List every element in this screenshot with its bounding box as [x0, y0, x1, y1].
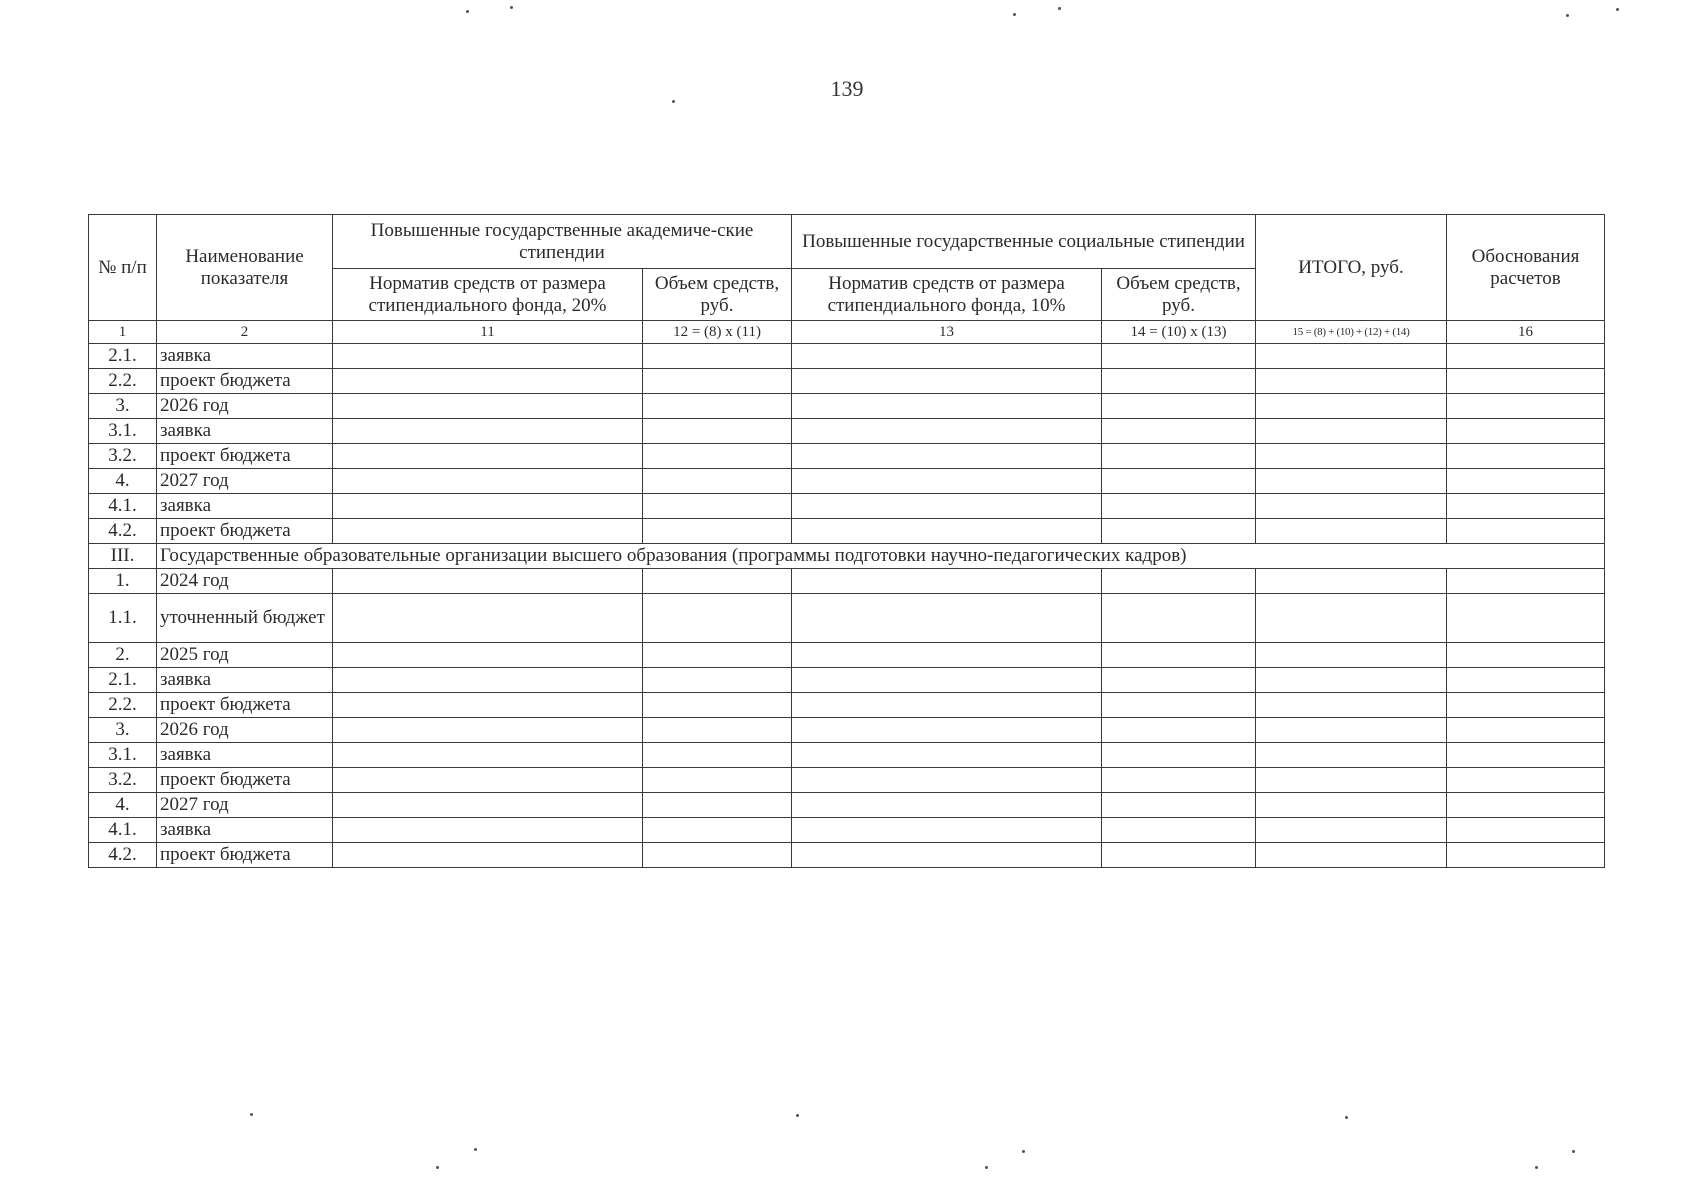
empty-cell: [1102, 419, 1256, 444]
scan-speck: [1535, 1166, 1538, 1169]
row-number: 2.2.: [89, 693, 157, 718]
empty-cell: [1102, 693, 1256, 718]
scan-speck: [250, 1113, 253, 1116]
column-number: 12 = (8) x (11): [643, 321, 792, 344]
row-indicator-name: заявка: [157, 494, 333, 519]
empty-cell: [333, 743, 643, 768]
empty-cell: [643, 843, 792, 868]
empty-cell: [643, 419, 792, 444]
empty-cell: [1256, 394, 1447, 419]
table-row: [89, 444, 1605, 469]
empty-cell: [1102, 519, 1256, 544]
scan-speck: [1616, 8, 1619, 11]
section-number: III.: [89, 544, 157, 569]
empty-cell: [792, 594, 1102, 643]
empty-cell: [1447, 818, 1605, 843]
empty-cell: [1102, 394, 1256, 419]
table-row: [89, 469, 1605, 494]
empty-cell: [1102, 718, 1256, 743]
row-indicator-name: проект бюджета: [157, 693, 333, 718]
table-row: [89, 693, 1605, 718]
row-number: 4.: [89, 469, 157, 494]
header-academic-volume: Объем средств, руб.: [643, 269, 792, 321]
row-number: 4.2.: [89, 519, 157, 544]
header-academic-stipends: Повышенные государственные академиче-ские стипендии: [333, 215, 792, 269]
section-title: Государственные образовательные организации высшего образования (программы подготовки научно-педагогических кадров): [157, 544, 1605, 569]
empty-cell: [792, 394, 1102, 419]
empty-cell: [792, 818, 1102, 843]
empty-cell: [643, 494, 792, 519]
table-row: [89, 668, 1605, 693]
empty-cell: [333, 668, 643, 693]
empty-cell: [643, 444, 792, 469]
row-number: 3.: [89, 718, 157, 743]
empty-cell: [792, 419, 1102, 444]
empty-cell: [333, 594, 643, 643]
empty-cell: [1447, 569, 1605, 594]
empty-cell: [333, 843, 643, 868]
column-number: 16: [1447, 321, 1605, 344]
row-indicator-name: 2027 год: [157, 793, 333, 818]
empty-cell: [1447, 369, 1605, 394]
scan-speck: [1572, 1150, 1575, 1153]
empty-cell: [1256, 668, 1447, 693]
empty-cell: [1102, 843, 1256, 868]
empty-cell: [792, 768, 1102, 793]
rows-before-section: [89, 344, 1605, 544]
empty-cell: [1102, 668, 1256, 693]
section-block: [89, 544, 1605, 569]
empty-cell: [1102, 768, 1256, 793]
scan-speck: [1013, 13, 1016, 16]
row-indicator-name: заявка: [157, 743, 333, 768]
column-number: 1: [89, 321, 157, 344]
column-number: 15 = (8) + (10) + (12) + (14): [1256, 321, 1447, 344]
empty-cell: [1256, 718, 1447, 743]
table-row: [89, 818, 1605, 843]
empty-cell: [792, 743, 1102, 768]
empty-cell: [333, 344, 643, 369]
empty-cell: [1447, 469, 1605, 494]
empty-cell: [1447, 494, 1605, 519]
empty-cell: [792, 469, 1102, 494]
header-name: Наименование показателя: [157, 215, 333, 321]
empty-cell: [1102, 469, 1256, 494]
empty-cell: [333, 369, 643, 394]
column-number: 14 = (10) x (13): [1102, 321, 1256, 344]
empty-cell: [643, 643, 792, 668]
empty-cell: [333, 469, 643, 494]
empty-cell: [643, 668, 792, 693]
column-number: 11: [333, 321, 643, 344]
table-row: [89, 718, 1605, 743]
empty-cell: [1102, 444, 1256, 469]
row-number: 3.1.: [89, 743, 157, 768]
table-row: [89, 394, 1605, 419]
empty-cell: [333, 444, 643, 469]
empty-cell: [1447, 643, 1605, 668]
row-indicator-name: проект бюджета: [157, 369, 333, 394]
row-number: 2.1.: [89, 668, 157, 693]
empty-cell: [643, 768, 792, 793]
empty-cell: [1447, 394, 1605, 419]
empty-cell: [1102, 743, 1256, 768]
empty-cell: [333, 569, 643, 594]
empty-cell: [1256, 793, 1447, 818]
row-indicator-name: заявка: [157, 818, 333, 843]
empty-cell: [1102, 793, 1256, 818]
scan-speck: [510, 6, 513, 9]
empty-cell: [792, 693, 1102, 718]
row-number: 4.: [89, 793, 157, 818]
empty-cell: [643, 594, 792, 643]
header-academic-norm: Норматив средств от размера стипендиального фонда, 20%: [333, 269, 643, 321]
row-indicator-name: заявка: [157, 668, 333, 693]
empty-cell: [1102, 643, 1256, 668]
header-justification: Обоснования расчетов: [1447, 215, 1605, 321]
row-indicator-name: проект бюджета: [157, 768, 333, 793]
header-social-norm: Норматив средств от размера стипендиального фонда, 10%: [792, 269, 1102, 321]
empty-cell: [643, 519, 792, 544]
table-row: [89, 369, 1605, 394]
empty-cell: [643, 569, 792, 594]
empty-cell: [792, 843, 1102, 868]
empty-cell: [1102, 569, 1256, 594]
empty-cell: [1256, 743, 1447, 768]
row-number: 4.1.: [89, 494, 157, 519]
table-row: [89, 793, 1605, 818]
empty-cell: [1447, 519, 1605, 544]
empty-cell: [1447, 718, 1605, 743]
empty-cell: [333, 394, 643, 419]
empty-cell: [333, 519, 643, 544]
empty-cell: [1256, 494, 1447, 519]
empty-cell: [792, 444, 1102, 469]
row-indicator-name: проект бюджета: [157, 444, 333, 469]
empty-cell: [333, 494, 643, 519]
empty-cell: [333, 793, 643, 818]
table-row: [89, 494, 1605, 519]
table-row: [89, 569, 1605, 594]
empty-cell: [643, 793, 792, 818]
table-row: [89, 768, 1605, 793]
empty-cell: [1447, 793, 1605, 818]
empty-cell: [1102, 818, 1256, 843]
empty-cell: [1447, 693, 1605, 718]
empty-cell: [643, 394, 792, 419]
empty-cell: [1447, 743, 1605, 768]
empty-cell: [1256, 469, 1447, 494]
row-number: 3.2.: [89, 768, 157, 793]
scan-speck: [474, 1148, 477, 1151]
empty-cell: [1447, 344, 1605, 369]
row-indicator-name: проект бюджета: [157, 519, 333, 544]
empty-cell: [1256, 519, 1447, 544]
empty-cell: [1256, 768, 1447, 793]
empty-cell: [1447, 594, 1605, 643]
empty-cell: [792, 569, 1102, 594]
empty-cell: [643, 818, 792, 843]
header-social-volume: Объем средств, руб.: [1102, 269, 1256, 321]
scan-speck: [1345, 1116, 1348, 1119]
row-indicator-name: 2026 год: [157, 394, 333, 419]
row-number: 4.2.: [89, 843, 157, 868]
row-number: 3.: [89, 394, 157, 419]
row-indicator-name: 2024 год: [157, 569, 333, 594]
empty-cell: [1256, 419, 1447, 444]
scan-speck: [1022, 1150, 1025, 1153]
empty-cell: [792, 643, 1102, 668]
empty-cell: [1256, 693, 1447, 718]
empty-cell: [1447, 419, 1605, 444]
empty-cell: [333, 718, 643, 743]
table-row: [89, 519, 1605, 544]
budget-table: [88, 214, 1605, 868]
column-number: 13: [792, 321, 1102, 344]
empty-cell: [1447, 668, 1605, 693]
row-number: 1.1.: [89, 594, 157, 643]
empty-cell: [792, 718, 1102, 743]
empty-cell: [1256, 569, 1447, 594]
empty-cell: [1447, 843, 1605, 868]
row-indicator-name: 2026 год: [157, 718, 333, 743]
empty-cell: [1102, 594, 1256, 643]
scan-speck: [436, 1166, 439, 1169]
table-row: [89, 594, 1605, 643]
empty-cell: [643, 718, 792, 743]
header-social-stipends: Повышенные государственные социальные стипендии: [792, 215, 1256, 269]
row-indicator-name: заявка: [157, 419, 333, 444]
empty-cell: [333, 643, 643, 668]
row-number: 4.1.: [89, 818, 157, 843]
table-row: [89, 843, 1605, 868]
scan-speck: [466, 10, 469, 13]
empty-cell: [643, 369, 792, 394]
empty-cell: [1256, 444, 1447, 469]
empty-cell: [792, 519, 1102, 544]
row-indicator-name: уточненный бюджет: [157, 594, 333, 643]
empty-cell: [333, 693, 643, 718]
empty-cell: [1256, 843, 1447, 868]
empty-cell: [1447, 768, 1605, 793]
row-number: 2.: [89, 643, 157, 668]
row-indicator-name: 2025 год: [157, 643, 333, 668]
table-row: [89, 743, 1605, 768]
row-number: 3.1.: [89, 419, 157, 444]
empty-cell: [1256, 594, 1447, 643]
column-number: 2: [157, 321, 333, 344]
empty-cell: [792, 369, 1102, 394]
row-number: 3.2.: [89, 444, 157, 469]
header-total: ИТОГО, руб.: [1256, 215, 1447, 321]
empty-cell: [643, 743, 792, 768]
empty-cell: [1256, 818, 1447, 843]
row-number: 2.1.: [89, 344, 157, 369]
scan-speck: [1058, 7, 1061, 10]
row-indicator-name: заявка: [157, 344, 333, 369]
scan-speck: [985, 1166, 988, 1169]
scan-speck: [1566, 14, 1569, 17]
row-number: 1.: [89, 569, 157, 594]
empty-cell: [333, 818, 643, 843]
empty-cell: [792, 494, 1102, 519]
header-num: № п/п: [89, 215, 157, 321]
empty-cell: [1256, 344, 1447, 369]
empty-cell: [1447, 444, 1605, 469]
table-row: [89, 643, 1605, 668]
empty-cell: [643, 344, 792, 369]
empty-cell: [1102, 494, 1256, 519]
table-row: [89, 419, 1605, 444]
empty-cell: [792, 668, 1102, 693]
empty-cell: [1102, 344, 1256, 369]
empty-cell: [643, 469, 792, 494]
empty-cell: [333, 768, 643, 793]
row-indicator-name: проект бюджета: [157, 843, 333, 868]
empty-cell: [1102, 369, 1256, 394]
empty-cell: [643, 693, 792, 718]
page-number: 139: [830, 76, 864, 101]
rows-after-section: [89, 569, 1605, 868]
scan-speck: [796, 1114, 799, 1117]
empty-cell: [1256, 643, 1447, 668]
empty-cell: [792, 344, 1102, 369]
table-row: [89, 344, 1605, 369]
empty-cell: [333, 419, 643, 444]
row-number: 2.2.: [89, 369, 157, 394]
empty-cell: [792, 793, 1102, 818]
empty-cell: [1256, 369, 1447, 394]
row-indicator-name: 2027 год: [157, 469, 333, 494]
